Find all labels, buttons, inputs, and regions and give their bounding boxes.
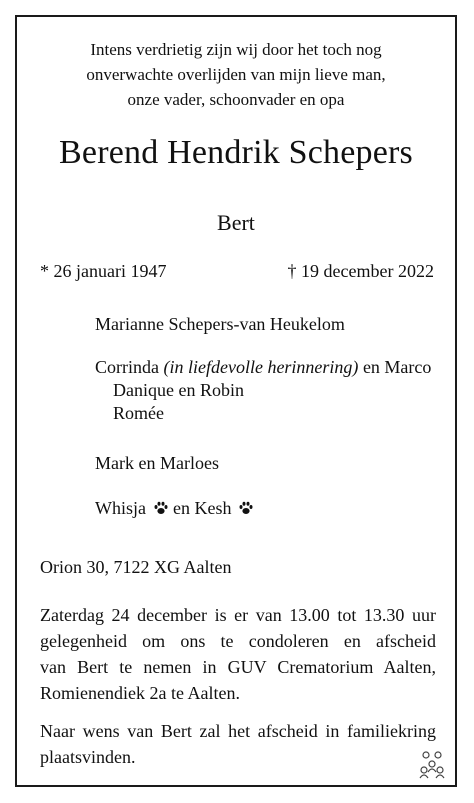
condolence-line: van Bert te nemen in GUV Crematorium Aalten, (40, 657, 436, 677)
pet-name: Whisja (95, 498, 146, 518)
memorial-note: (in liefdevolle herinnering) (163, 357, 359, 377)
spouse-name: Marianne Schepers-van Heukelom (95, 314, 345, 334)
obituary-card (15, 15, 457, 787)
paw-print-icon (153, 500, 169, 516)
farewell-line: plaatsvinden. (40, 747, 136, 767)
condolence-line: Zaterdag 24 december is er van 13.00 tot 13.30 uur (40, 605, 436, 625)
intro-line: Intens verdrietig zijn wij door het toch nog (90, 40, 382, 59)
death-date: † 19 december 2022 (287, 261, 434, 281)
farewell-line: Naar wens van Bert zal het afscheid in familiekring (40, 721, 436, 741)
grandchildren-line: Danique en Robin (113, 380, 244, 400)
pet-name: en Kesh (173, 498, 232, 518)
pets-line (95, 498, 254, 519)
address: Orion 30, 7122 XG Aalten (40, 557, 232, 577)
deceased-name: Berend Hendrik Schepers (59, 134, 413, 171)
intro-line: onze vader, schoonvader en opa (127, 90, 345, 109)
condolence-text (40, 602, 436, 706)
nickname: Bert (217, 210, 255, 235)
child-line-mark: Mark en Marloes (95, 453, 219, 473)
intro-line: onverwachte overlijden van mijn lieve man, (86, 65, 386, 84)
child-line-corrinda (95, 357, 431, 378)
child-partner: en Marco (362, 357, 432, 377)
child-name: Corrinda (95, 357, 159, 377)
paw-print-icon (238, 500, 254, 516)
grandchild-line: Romée (113, 403, 164, 423)
intro-text (17, 37, 455, 112)
condolence-line: Romienendiek 2a te Aalten. (40, 683, 240, 703)
condolence-line: gelegenheid om ons te condoleren en afscheid (40, 631, 436, 651)
birth-date: * 26 januari 1947 (40, 261, 167, 281)
people-group-icon (417, 749, 447, 779)
farewell-text (40, 718, 436, 770)
